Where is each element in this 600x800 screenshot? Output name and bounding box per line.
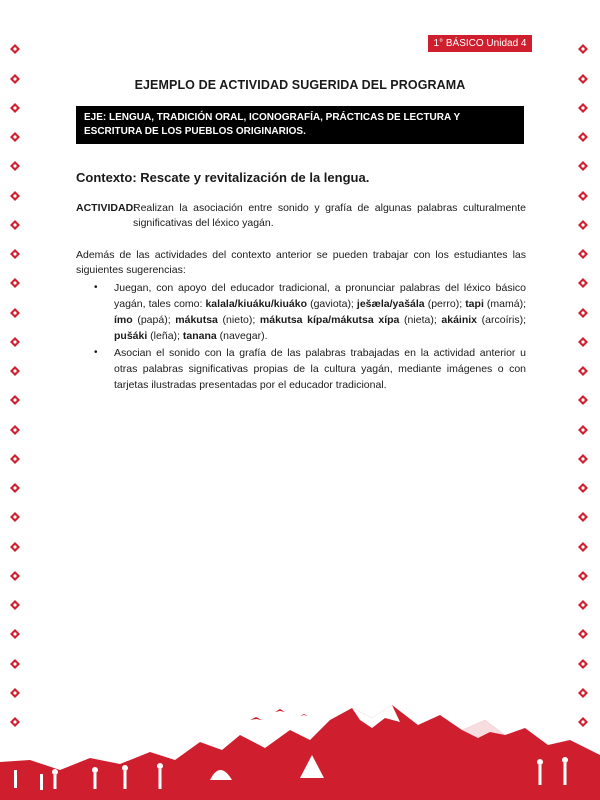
eje-banner: EJE: LENGUA, TRADICIÓN ORAL, ICONOGRAFÍA, PRÁCTICAS DE LECTURA Y ESCRITURA DE LOS PUEBLOS ORIGINARIOS. (76, 106, 524, 144)
landscape-illustration (0, 700, 600, 800)
gloss: (leña); (147, 330, 183, 342)
diamond-ornament-icon (578, 454, 588, 464)
diamond-ornament-icon (10, 425, 20, 435)
diamond-ornament-icon (10, 659, 20, 669)
diamond-ornament-icon (10, 220, 20, 230)
gloss: (papá); (132, 314, 176, 326)
diamond-ornament-icon (578, 249, 588, 259)
diamond-ornament-icon (10, 717, 20, 727)
diamond-ornament-icon (578, 717, 588, 727)
gloss: (navegar). (216, 330, 268, 342)
list-item (92, 345, 526, 393)
diamond-ornament-icon (578, 395, 588, 405)
diamond-ornament-icon (10, 688, 20, 698)
activity-text: Realizan la asociación entre sonido y grafía de algunas palabras culturalmente significativas del léxico yagán. (133, 202, 526, 229)
page-title: EJEMPLO DE ACTIVIDAD SUGERIDA DEL PROGRAMA (134, 78, 466, 92)
diamond-ornament-icon (10, 454, 20, 464)
diamond-ornament-icon (10, 600, 20, 610)
diamond-ornament-icon (10, 571, 20, 581)
word: ímo (114, 314, 133, 326)
diamond-ornament-icon (578, 220, 588, 230)
diamond-ornament-icon (10, 395, 20, 405)
word: kalala/kiuáku/kiuáko (205, 298, 308, 310)
diamond-ornament-icon (578, 483, 588, 493)
diamond-ornament-icon (10, 337, 20, 347)
list-item (92, 280, 526, 344)
diamond-ornament-icon (578, 571, 588, 581)
gloss: (arcoíris); (477, 314, 527, 326)
diamond-ornament-icon (10, 103, 20, 113)
context-heading: Contexto: Rescate y revitalización de la lengua. (76, 170, 370, 185)
word: mákutsa kípa/mákutsa xípa (259, 314, 400, 326)
diamond-ornament-icon (578, 278, 588, 288)
gloss: (nieta); (399, 314, 442, 326)
diamond-ornament-icon (578, 629, 588, 639)
gloss: (perro); (424, 298, 466, 310)
suggestion-list (92, 280, 526, 394)
gloss: (nieto); (217, 314, 260, 326)
diamond-ornament-icon (10, 512, 20, 522)
diamond-ornament-icon (578, 103, 588, 113)
diamond-ornament-icon (578, 337, 588, 347)
diamond-ornament-icon (578, 542, 588, 552)
diamond-ornament-icon (578, 425, 588, 435)
diamond-ornament-icon (10, 191, 20, 201)
word: tapi (465, 298, 484, 310)
diamond-ornament-icon (578, 74, 588, 84)
item-text: Juegan, con apoyo del educador tradicional, a pronunciar palabras del léxico básico yagán, tales como: (114, 282, 526, 310)
diamond-ornament-icon (10, 249, 20, 259)
gloss: (gaviota); (307, 298, 357, 310)
item-text: Asocian el sonido con la grafía de las palabras trabajadas en la actividad anterior u otras palabras significativas propias de la cultura yagán, mediante imágenes o con tarjetas ilustradas presentadas por el educador tradicional. (114, 347, 526, 391)
word: mákutsa (175, 314, 218, 326)
diamond-ornament-icon (578, 132, 588, 142)
word: ješæla/yašála (356, 298, 425, 310)
activity-block (76, 201, 526, 231)
diamond-ornament-icon (10, 278, 20, 288)
diamond-ornament-icon (578, 191, 588, 201)
bullet-icon: • (94, 282, 98, 293)
diamond-ornament-icon (10, 366, 20, 376)
diamond-ornament-icon (10, 483, 20, 493)
diamond-ornament-icon (578, 688, 588, 698)
intro-paragraph: Además de las actividades del contexto anterior se pueden trabajar con los estudiantes las siguientes sugerencias: (76, 249, 526, 276)
diamond-ornament-icon (10, 542, 20, 552)
diamond-ornament-icon (578, 600, 588, 610)
diamond-ornament-icon (578, 161, 588, 171)
diamond-ornament-icon (578, 659, 588, 669)
bullet-icon: • (94, 347, 98, 358)
word: akáinix (441, 314, 478, 326)
diamond-ornament-icon (578, 44, 588, 54)
diamond-ornament-icon (10, 44, 20, 54)
course-unit-tag: 1° BÁSICO Unidad 4 (428, 35, 532, 52)
activity-label: ACTIVIDAD: (76, 202, 137, 214)
diamond-ornament-icon (10, 308, 20, 318)
diamond-ornament-icon (10, 132, 20, 142)
gloss: (mamá); (483, 298, 526, 310)
diamond-ornament-icon (10, 629, 20, 639)
word: tanana (182, 330, 217, 342)
diamond-ornament-icon (10, 161, 20, 171)
diamond-ornament-icon (578, 308, 588, 318)
diamond-ornament-icon (578, 366, 588, 376)
diamond-ornament-icon (578, 512, 588, 522)
word: pušáki (114, 330, 148, 342)
diamond-ornament-icon (10, 74, 20, 84)
